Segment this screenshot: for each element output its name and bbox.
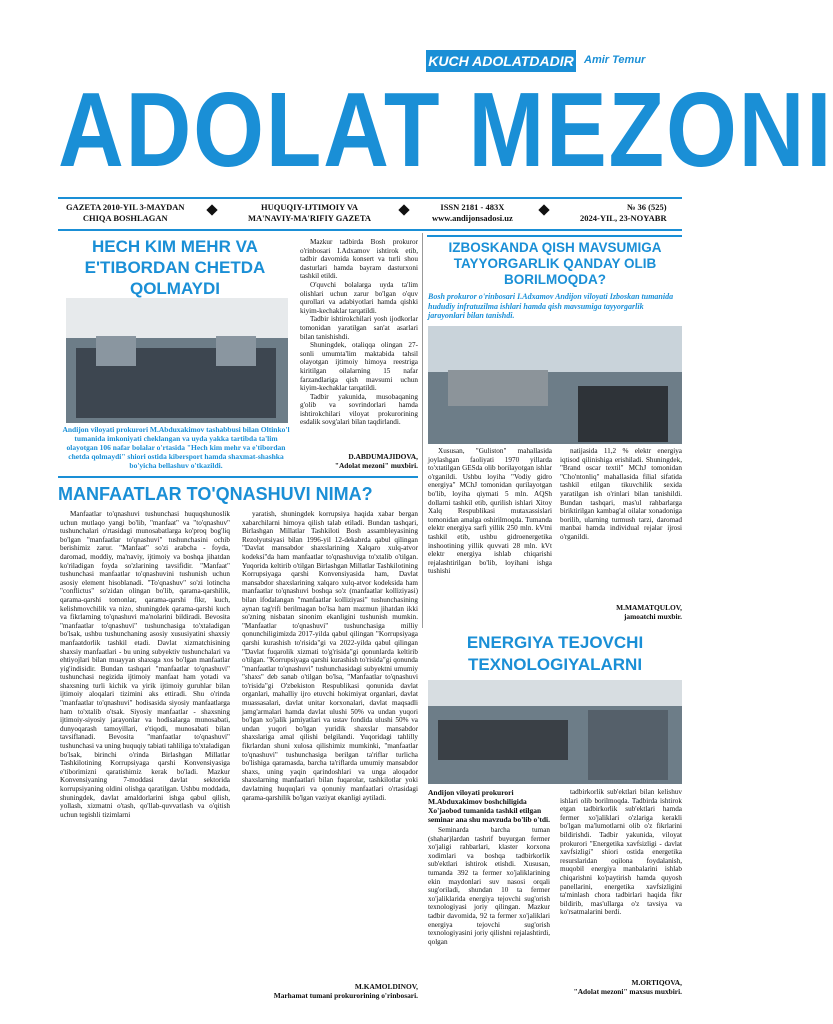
column-divider bbox=[422, 233, 423, 628]
info-bottom-rule bbox=[58, 229, 682, 231]
issn: ISSN 2181 - 483X bbox=[440, 202, 505, 212]
info-bar bbox=[60, 198, 680, 228]
article3-paragraph: yaratish, shuningdek korrupsiya haqida xabar bergan xabarchilarni himoya qilish talab etiladi. Bundan tashqari, Birlashgan Millatlar Tashkiloti Bosh assambleyasining Rezolyutsiyasi bilan 1996-yil 12-dekabrda qabul qilingan "Davlat mansabdor shaxslarining Xalqaro xulq-atvor kodeksi"da ham manfaatlar to'qnashuviga to'xtalib o'tilgan. Yuqorida keltirib o'tilgan Birlashgan Millatlar Tashkilotining Korrupsiyaga qarshi Konvensiyasida ham, Davlat mansabdor shaxslarining xalqaro xulq-atvor kodeksida ham manfaatlar to'qnashuvi boshqa so'z (manfaatlar kolliziyasi) bilan ifodalangan "manfaatlar kolliziyasi" tushunchasining aynan tag'rifi berilmagan bo'lsa ham mazmun jihatdan ikki so'zning nisbatan sinonim ekanligini tushunish mumkin. "Manfaatlar to'qnashuvi" tushunchasiga milliy qonunchiligimizda 2017-yilda qabul qilingan "Korrupsiyaga qarshi kurashish to'risida"gi va 2022-yilda qabul qilingan "Davlat fuqarolik xizmati to'g'risida"gi qonunlarda keltirib o'tilgan. "Korrupsiyaga qarshi kurashish to'risida"gi qonunda "manfaatlar to'qnashuvi" tushunchasidagi subyektni umumiy "shaxs" deb sanab o'tilgan bo'lsa, "Manfaatlar to'qnashuvi to'risida"gi O'zbekiston Respublikasi qonunida davlat organlari, mahalliy ijro etuvchi hokimiyat organlari, davlat muassasalari, davlat unitar korxonalari, davlat maqsadli jamg'armalari hamda davlat ulushi 50% va undan yuqori bo'lgan xo'jalik jamiyatlari va ustav fondida ulushi 50% va undan yuqori bo'lgan yuridik shaxslar mansabdor shaxslariga amal qilishi belgilandi. Yuqoridagi tahlilly fikrlardan shuni xulosa qilishimiz mumkinki, "manfaatlar to'qnashuvi" tushunchasiga berilgan ta'riflar turlicha bo'lishiga qaramasda, barcha ta'riflarda umumiy mansabdor shaxs, uning yaqin qarindoshlari va unga aloqador shaxslarning manfaatlari bilan fuqarolar, tashkilotlar yoki davlatning huquqlari va qonuniy manfaatlari o'rtasidagi qarama-qarshilik bo'lgan vaziyat ekanligi aytiladi. bbox=[242, 510, 418, 802]
divider-diamond bbox=[206, 204, 217, 215]
article3-signature bbox=[242, 982, 418, 1000]
article1-paragraph: Tadbir yakunida, musobaqaning g'olib va sovrindorlari hamda ishtirokchilari viloyat prokurorining esdalik sovg'alari bilan taqdirlandi. bbox=[300, 392, 418, 427]
article1-caption: Andijon viloyati prokurori M.Abduxakimov tashabbusi bilan Oltinko'l tumanida imkoniyati cheklangan va uyda yakka tartibda ta'lim olayotgan 106 nafar bolalar o'rtasida "Hech kim mehr va e'tibordan chetda qolmaydi" shiori ostida kibersport hamda shaxmat-shashka bo'yicha bellashuv o'tkazildi. bbox=[62, 425, 290, 470]
article3-author: M.KAMOLDINOV, bbox=[354, 982, 418, 991]
article2-headline: IZBOSKANDA QISH MAVSUMIGA TAYYORGARLIK QANDAY OLIB BORILMOQDA? bbox=[448, 240, 662, 287]
article2-col-1 bbox=[428, 447, 552, 576]
article2-photo bbox=[428, 326, 682, 444]
article3-top-rule bbox=[58, 476, 418, 478]
paper-type-line-2: MA'NAVIY-MA'RIFIY GAZETA bbox=[248, 213, 372, 223]
article4-author: M.ORTIQOVA, bbox=[631, 978, 682, 987]
issue-number: № 36 (525) bbox=[626, 202, 667, 212]
article2-col-2 bbox=[560, 447, 682, 542]
website: www.andijonsadosi.uz bbox=[432, 213, 513, 223]
founded-line-1: GAZETA 2010-YIL 3-MAYDAN bbox=[66, 202, 185, 212]
article1-headline: HECH KIM MEHR VA E'TIBORDAN CHETDA QOLMAYDI bbox=[84, 237, 266, 298]
article2-author: M.MAMATQULOV, bbox=[616, 603, 682, 612]
article1-photo bbox=[66, 298, 288, 423]
paper-type-line-1: HUQUQIY-IJTIMOIY VA bbox=[260, 202, 359, 212]
masthead-title: ADOLAT MEZONI bbox=[58, 71, 833, 189]
article1-paragraph: Shuningdek, otaliqqa olingan 27-sonli umumta'lim maktabida tahsil olayotgan ijtimoiy himoya reestriga kiritilgan oilalarning 15 nafar farzandlariga qish mavsumi uchun kiyim-kechaklar tarqatildi. bbox=[300, 341, 418, 393]
article4-signature bbox=[560, 978, 682, 996]
article4-paragraph: Seminarda barcha tuman (shahar)lardan tashrif buyurgan fermer xo'jaligi rahbarlari, klaster korxona xodimlari va boshqa tadbirkorlik sub'ektlari ishtirok etishdi. Xususan, tumanda 392 ta fermer xo'jaliklarining ekin maydonlari suv nasosi orqali sug'oriladi, shundan 10 ta fermer xo'jaliklarida energiya tejovchi sug'orish texnologiyasi joriy qilingan. Mazkur tadbir davomida, 92 ta fermer xo'jaliklari energiya tejovchi sug'orish texnologiyasini joriy qilishni rejalashtirdi, qolgan bbox=[428, 826, 550, 946]
article4-col-2 bbox=[560, 788, 682, 978]
article2-top-rule bbox=[427, 235, 682, 237]
issue-date: 2024-YIL, 23-NOYABR bbox=[580, 213, 667, 223]
divider-diamond bbox=[538, 204, 549, 215]
article4-paragraph: tadbirkorlik sub'ektlari bilan kelishuv ishlari olib borilmoqda. Tadbirda ishtirok etgan tadbirkorlik sub'ektlari hamda fermer xo'jaliklari o'zlariga kerakli bo'lgan ma'lumotlarni olib o'z fikrlarini bildirishdi. Tadbir yakunida, viloyat prokurori "Energetika xavfsizligi - davlat xavfsizligi" shiori ostida energetika resurslaridan oqilona foydalanish, muqobil energiya manbalarini ishlab chiqarishni ko'paytirish hamda quyosh panellarini, energetika xavfsizligini ta'minlash chora tadbirlari haqida fikr bildirib, mas'ullarga o'z tavsiya va ko'rsatmalarini berdi. bbox=[560, 788, 682, 917]
issn-block bbox=[432, 202, 513, 224]
article4-caption: Andijon viloyati prokurori M.Abduxakimov boshchiligida Xo'jaobod tumanida tashkil etilgan seminar ana shu mavzuda bo'lib o'tdi. bbox=[428, 788, 550, 824]
article3-col-2 bbox=[242, 510, 418, 980]
article3-headline: MANFAATLAR TO'QNASHUVI NIMA? bbox=[58, 484, 373, 504]
article1-body bbox=[300, 238, 418, 427]
article2-signature bbox=[560, 603, 682, 621]
article2-paragraph: natijasida 11,2 % elektr energiya iqtisod qilinishiga erishiladi. Shuningdek, "Brand oscar textil" MChJ tomonidan "Cho'ntonliq" mahallasida filial sifatida tashkil etilgan tikuvchilik sexida yaratilgan ish o'rinlari bilan tanishildi. Bundan tashqari, mas'ul rahbarlarga biriktirilgan kambag'al oilalar xonadoniga borilib, ularning turmush tarzi, daromad manbai hamda individual rejalar ijrosi o'rganildi. bbox=[560, 447, 682, 541]
paper-type bbox=[248, 202, 371, 224]
article4-col-1 bbox=[428, 826, 550, 1006]
article2-lead: Bosh prokuror o'rinbosari I.Adxamov Andijon viloyati Izboskan tumanida hududiy infratuzilma ishlari hamda qish mavsumiga tayyorgarlik jarayonlari bilan tanishdi. bbox=[428, 292, 674, 320]
article1-paragraph: Mazkur tadbirda Bosh prokuror o'rinbosari I.Adxamov ishtirok etib, tadbir davomida konsert va turli shou dasturlari hamda bayram dasturxoni tashkil etildi. bbox=[300, 238, 418, 281]
motto-author: Amir Temur bbox=[584, 54, 646, 66]
article2-paragraph: Xususan, "Guliston" mahallasida joylashgan faoliyati 1970 yillarda to'xtatilgan GESda olib borilayotgan ishlar o'rganildi. Ushbu loyiha "Vodiy gidro energiya" MChJ tomonidan qurilayotgan bo'lib, loyiha qiymati 5 mln. AQSh dollarni tashkil etib, qurilish ishlari Xitoy Xalq Respublikasi mutaxassislari tomonidan amalga oshirilmoqda. Tumanda elektr energiya sarfi yillik 250 mln. kVtni tashkil etib, ushbu gidroenergetika inshootining yillik quvvati 28 mln. kVt elektr energiya ishlab chiqarishi rejalashtirilgan bo'lib, loyihani ishga tushishi bbox=[428, 447, 552, 576]
article3-author-role: Marhamat tumani prokurorining o'rinbosari. bbox=[273, 991, 418, 1000]
article1-signature bbox=[300, 452, 418, 470]
founded-info bbox=[66, 202, 185, 224]
article3-col-1 bbox=[60, 510, 230, 1000]
article4-photo bbox=[428, 680, 682, 784]
article1-paragraph: O'quvchi bolalarga uyda ta'lim olishlari uchun zarur bo'lgan o'quv qurollari va adabiyotlari hamda qishki kiyim-kechaklar tarqatildi. bbox=[300, 280, 418, 315]
motto-banner: KUCH ADOLATDADIR bbox=[426, 50, 576, 72]
article1-paragraph: Tadbir ishtirokchilari yosh ijodkorlar tomonidan yaratilgan san'at asarlari bilan tanishishdi. bbox=[300, 315, 418, 341]
issue-block bbox=[580, 202, 667, 224]
founded-line-2: CHIQA BOSHLAGAN bbox=[82, 213, 168, 223]
article4-headline: ENERGIYA TEJOVCHI TEXNOLOGIYALARNI bbox=[466, 633, 644, 674]
article4-author-role: "Adolat mezoni" maxsus muxbiri. bbox=[573, 987, 682, 996]
article3-paragraph: Manfaatlar to'qnashuvi tushunchasi huquqshunoslik uchun mutlaqo yangi bo'lib, "manfaat" va "to'qnashuv" tushunchalari o'rtasidagi munosabatlarga ko'proq bog'liq bo'lgan "manfaatlar to'qnashuvi" tushunchasini ochib berishimiz zarur. "Manfaat" so'zi arabcha - foyda, daromad, moddiy, ma'naviy, ijtimoiy va boshqa jihatdan ko'riladigan foyda so'zlarining tavsifidir. "Manfaat" tushunchasi manfaatlar to'qnashuvini tushunish uchun asosiy element hisoblanadi. "To'qnashuv" so'zi lotincha "conflictus" so'zidan olingan bo'lib, qarama-qarshilik, qarama-qarshi tomonlar, qarama-qarshi fikr, kuch, kelishmovchilik va nizo, shuningdek qarama-qarshi kuch va fikrlarning to'qnashuvi ma'nolarini bildiradi. Bevosita "manfaatlar to'qnashuvi" tushunchasiga to'xtaladigan bo'lsak, ushbu tushunchaning asosiy xususiyatini shaxsiy manfaatdorlik tashkil etadi. Davlat xizmatchisining shaxsiy manfaatlari - bu uning subyektiv tushunchalari va ehtiyojlari bilan muayyan shaxsga xos bo'lgan manfaatlar yig'indisidir. Bundan tashqari "manfaatlar to'qnashuvi" tushunchasi negizida ijtimoiy manfaat ham yotadi va shaxsning turli kichik va yirik ijtimoiy guruhlar bilan ijtimoiy aloqalari tizimini aks ettiradi. Shu o'rinda "manfaatlar to'qnashuvi" hodisasida siyosiy manfaatlarga ham to'xtalib o'tsak. Siyosiy manfaatlar - shaxsning ijtimoiy-siyosiy jarayonlar va hodisalarga munosabati, dunyoqarash tamoyillari, e'tiqodi, munosabati bilan tavsiflanadi. Bevosita "manfaatlar to'qnashuvi" tushunchasi va uning huquqiy tabiati tahliliga to'xtaladigan bo'lsak, birinchi o'rinda Birlashgan Millatlar Tashkilotining Korrupsiyaga qarshi Konvensiyasiga e'tiborimizni qaratishimiz kerak bo'ladi. Mazkur Konvensiyaning 7-moddasi davlat sektorida korrupsiyaning oldini olishga qaratilgan. Ushbu moddada, shuningdek, davlat amaldorlarini ishga qabul qilish, yollash, xizmatni o'tash, qo'llab-quvvatlash va o'qitish uchun tegishli tizimlarni bbox=[60, 510, 230, 819]
article1-author-role: "Adolat mezoni" muxbiri. bbox=[334, 461, 418, 470]
divider-diamond bbox=[398, 204, 409, 215]
article2-author-role: jamoatchi muxbir. bbox=[623, 612, 682, 621]
article1-author: D.ABDUMAJIDOVA, bbox=[348, 452, 418, 461]
